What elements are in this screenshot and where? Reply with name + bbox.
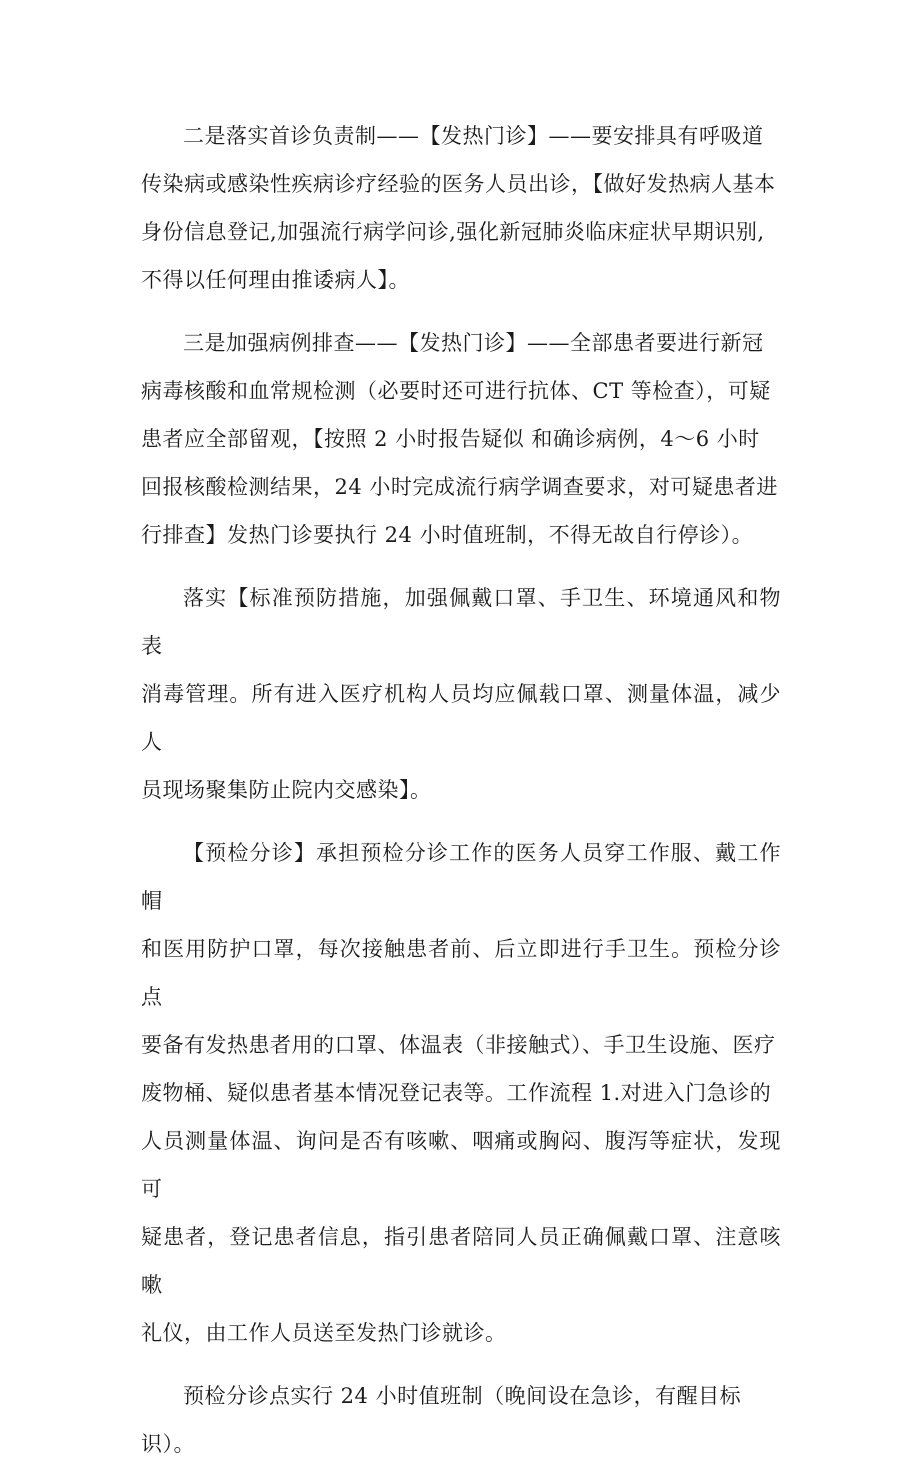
paragraph-line: 消毒管理。所有进入医疗机构人员均应佩载口罩、测量体温，减少人 [141, 682, 781, 754]
paragraph-line: 不得以任何理由推诿病人】。 [141, 268, 410, 292]
paragraph-line: 二是落实首诊负责制——【发热门诊】——要安排具有呼吸道 [183, 124, 764, 148]
paragraph-line: 回报核酸检测结果，24 小时完成流行病学调查要求，对可疑患者进 [141, 475, 778, 499]
paragraph-line: 落实【标准预防措施，加强佩戴口罩、手卫生、环境通风和物表 [141, 586, 781, 658]
paragraph-first-diagnosis [141, 112, 781, 304]
paragraph-line: 传染病或感染性疾病诊疗经验的医务人员出诊，【做好发热病人基本 [141, 172, 776, 196]
paragraph-line: 识）。 [141, 1432, 195, 1456]
paragraph-line: 人员测量体温、询问是否有咳嗽、咽痛或胸闷、腹泻等症状，发现可 [141, 1129, 781, 1201]
paragraph-standard-prevention [141, 574, 781, 814]
paragraph-line: 预检分诊点实行 24 小时值班制（晚间设在急诊，有醒目标 [183, 1384, 742, 1408]
paragraph-line: 员现场聚集防止院内交感染】。 [141, 778, 432, 802]
paragraph-case-screening [141, 319, 781, 559]
document-page [141, 112, 781, 1483]
paragraph-pre-check-triage [141, 829, 781, 1357]
paragraph-line: 三是加强病例排查——【发热门诊】——全部患者要进行新冠 [183, 331, 764, 355]
paragraph-line: 病毒核酸和血常规检测（必要时还可进行抗体、CT 等检查），可疑 [141, 379, 771, 403]
paragraph-line: 行排查】发热门诊要执行 24 小时值班制，不得无故自行停诊）。 [141, 523, 754, 547]
paragraph-line: 和医用防护口罩，每次接触患者前、后立即进行手卫生。预检分诊点 [141, 937, 781, 1009]
paragraph-24h-duty [141, 1372, 781, 1468]
paragraph-line: 要备有发热患者用的口罩、体温表（非接触式）、手卫生设施、医疗 [141, 1033, 776, 1057]
paragraph-line: 【预检分诊】承担预检分诊工作的医务人员穿工作服、戴工作帽 [141, 841, 781, 913]
paragraph-line: 疑患者，登记患者信息，指引患者陪同人员正确佩戴口罩、注意咳嗽 [141, 1225, 781, 1297]
paragraph-line: 患者应全部留观，【按照 2 小时报告疑似 和确诊病例，4～6 小时 [141, 427, 760, 451]
paragraph-line: 礼仪，由工作人员送至发热门诊就诊。 [141, 1321, 507, 1345]
paragraph-line: 身份信息登记,加强流行病学问诊,强化新冠肺炎临床症状早期识别, [141, 220, 765, 244]
paragraph-line: 废物桶、疑似患者基本情况登记表等。工作流程 1.对进入门急诊的 [141, 1081, 772, 1105]
